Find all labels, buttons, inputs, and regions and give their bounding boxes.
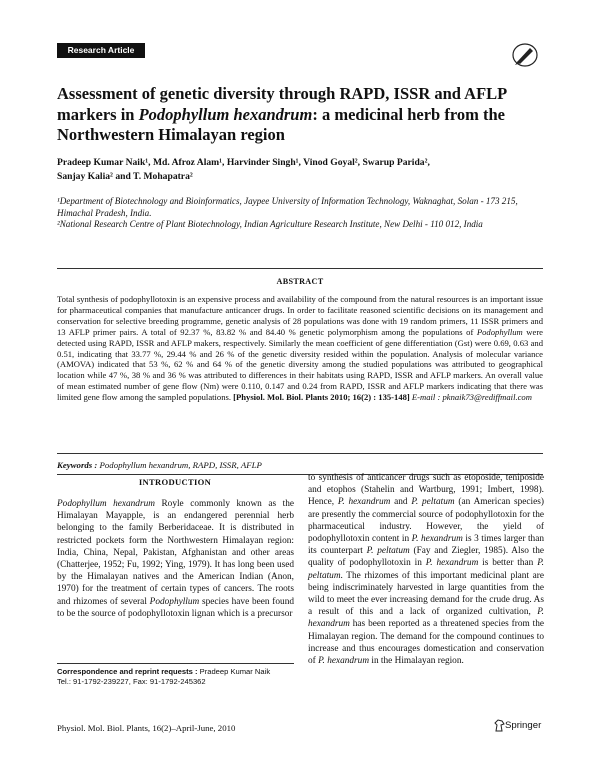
publisher-logo <box>494 719 550 735</box>
keywords <box>57 460 543 470</box>
intro-right-i1: P. hexandrum <box>337 497 391 508</box>
pen-nib-icon <box>511 42 539 68</box>
abstract-heading: ABSTRACT <box>276 277 324 286</box>
intro-right-t8: has been reported as a threatened species from the Himalayan region. The demand for the compound continues to increase and thus encourages domestication and conservation of <box>308 619 544 667</box>
intro-genus: Podophyllum <box>149 596 200 607</box>
springer-horse-icon <box>494 719 505 732</box>
intro-species: Podophyllum hexandrum <box>57 499 155 509</box>
intro-right-i4: P. peltatum <box>366 546 410 557</box>
intro-right-t1: to synthesis of anticancer drugs such as etoposide, teniposide and etophos (Stahelin and Wartburg, 1991; Imbert, 1998). Hence, <box>308 473 544 508</box>
introduction-right-column <box>308 472 544 667</box>
article-title <box>57 84 537 146</box>
title-line-3: Northwestern Himalayan region <box>57 125 285 144</box>
intro-right-t3: (an American species) are presently the commercial source of podophyllotoxin for the pharmaceutical industry. However, the yield of podophyllotoxin content in <box>308 497 544 545</box>
introduction-left-column <box>57 498 294 620</box>
article-type-badge: Research Article <box>57 43 145 58</box>
authors-line-1: Pradeep Kumar Naik¹, Md. Afroz Alam¹, Harvinder Singh¹, Vinod Goyal², Swarup Parida², <box>57 157 430 168</box>
title-line-1: Assessment of genetic diversity through RAPD, ISSR and AFLP <box>57 84 508 103</box>
intro-right-t6: is better than <box>478 558 538 569</box>
abstract-text-1: Total synthesis of podophyllotoxin is an expensive process and availability of the compound from the natural resources is an important issue for pharmaceutical companies that manufacture anticancer drugs. In order to facilitate reasoned scientific decisions on its management and conservation for selective breeding programme, genetic analysis of 28 populations was done with 19 random primers, 11 ISSR primers and 13 AFLP primer pairs. A total of 92.37 %, 83.82 % and 84.40 % genetic polymorphism among the populations of <box>57 294 543 337</box>
intro-right-i8: P. hexandrum <box>318 656 370 667</box>
correspondence-phone: Tel.: 91-1792-239227, Fax: 91-1792-245362 <box>57 677 206 686</box>
title-line-2-suffix: : a medicinal herb from the <box>312 104 505 124</box>
affiliation-2: ²National Research Centre of Plant Biotechnology, Indian Agriculture Research Institute, New Delhi - 110 012, India <box>57 219 483 229</box>
correspondence-label: Correspondence and reprint requests : <box>57 667 198 676</box>
abstract-top-rule <box>57 268 543 269</box>
introduction-heading: INTRODUCTION <box>138 477 212 487</box>
intro-right-t7: . The rhizomes of this important medicinal plant are being indiscriminately harvested in large quantities from the wild to meet the ever increasing demand for the crude drug. As a result of this and a lack of organized cultivation, <box>308 570 544 618</box>
abstract-bottom-rule <box>57 453 543 454</box>
intro-right-i2: P. peltatum <box>411 497 455 508</box>
abstract-body <box>57 294 543 403</box>
abstract-text-2: were detected using RAPD, ISSR and AFLP makers, respectively. Similarly the mean coefficient of gene differentiation (Gst) were 0.69, 0.63 and 0.51, indicating that 33.77 %, 29.44 % and 26 % of the genetic diversity resided within the population. Analysis of molecular variance (AMOVA) indicated that 53 %, 62 % and 64 % of the genetic diversity among the studied populations was attributed to geographical location while 47 %, 38 % and 36 % was attributed to differences in their habitats using RAPD, ISSR and AFLP markers. An overall value of mean estimated number of gene flow (Nm) were 0.110, 0.147 and 0.24 from RAPD, ISSR and AFLP markers indicating that there was limited gene flow among the sampled populations. <box>57 326 543 403</box>
affiliations <box>57 196 542 231</box>
keywords-label: Keywords : <box>57 460 98 470</box>
keywords-value: Podophyllum hexandrum, RAPD, ISSR, AFLP <box>97 460 262 470</box>
intro-right-i5: P. hexandrum <box>425 558 479 569</box>
intro-right-t9: in the Himalayan region. <box>369 656 464 667</box>
abstract-citation: [Physiol. Mol. Biol. Plants 2010; 16(2) : 135-148] <box>233 392 410 403</box>
author-email[interactable]: E-mail : pknaik73@rediffmail.com <box>409 392 532 403</box>
correspondence-name: Pradeep Kumar Naik <box>197 667 271 676</box>
affiliation-1: ¹Department of Biotechnology and Bioinformatics, Jaypee University of Information Technology, Waknaghat, Solan - 173 215, Himachal Pradesh, India. <box>57 196 518 218</box>
intro-right-i6: P. peltatum <box>308 558 544 581</box>
author-list <box>57 156 537 183</box>
publisher-name: Springer <box>505 720 542 731</box>
journal-footer: Physiol. Mol. Biol. Plants, 16(2)–April-June, 2010 <box>57 723 236 733</box>
intro-left-text-1: Royle commonly known as the Himalayan Mayapple, is an endangered perennial herb belonging to the family Berberidaceae. It is distributed in restricted pockets form the Northwestern Himalayan region: India, China, Nepal, Pakistan, Afghanistan and other areas (Chatterjee, 1952; Fu, 1992; Ying, 1979). It has long been used by the Himalayan natives and the American Indian (Anon, 1970) for the treatment of certain types of cancers. The roots and rhizomes of several <box>57 499 294 607</box>
intro-left-text-2: species have been found to be the source of podophyllotoxin lignan which is a precursor <box>57 596 294 619</box>
intro-right-t5: (Fay and Ziegler, 1985). Also the quality of podophyllotoxin in <box>308 546 544 569</box>
intro-right-t4: is 3 times larger than its counterpart <box>308 534 544 557</box>
abstract-species: Podophyllum <box>476 326 523 337</box>
intro-right-i3: P. hexandrum <box>411 534 463 545</box>
intro-right-t2: and <box>390 497 412 508</box>
correspondence-note <box>57 667 294 687</box>
title-species: Podophyllum hexandrum <box>138 104 313 124</box>
authors-line-2: Sanjay Kalia² and T. Mohapatra² <box>57 170 193 182</box>
footnote-rule <box>57 663 294 664</box>
title-line-2-prefix: markers in <box>57 104 139 124</box>
intro-right-i7: P. hexandrum <box>308 607 544 630</box>
